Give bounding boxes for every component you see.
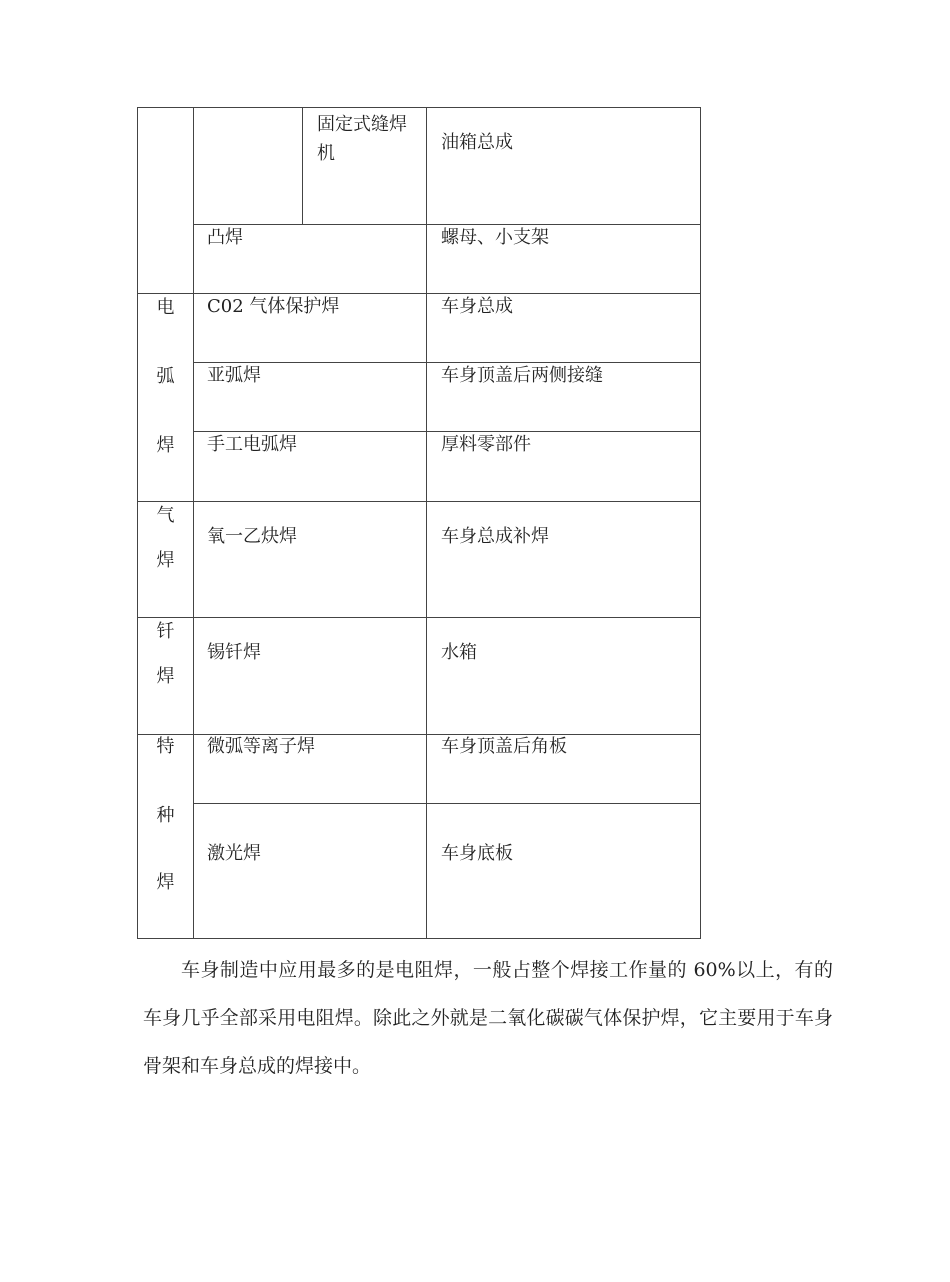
application-cell bbox=[426, 617, 701, 734]
category-char: 焊 bbox=[156, 872, 175, 893]
category-cell-special-welding bbox=[137, 734, 193, 939]
application-cell-projection bbox=[426, 224, 701, 293]
method-projection-welding: 凸焊 bbox=[207, 227, 243, 248]
application-cell-seam bbox=[426, 107, 701, 224]
application-roof-corner-plate: 车身顶盖后角板 bbox=[441, 736, 567, 757]
category-char: 钎 bbox=[156, 621, 175, 642]
category-cell-arc-welding bbox=[137, 293, 193, 501]
category-char: 焊 bbox=[156, 666, 175, 687]
category-char: 焊 bbox=[156, 550, 175, 571]
application-radiator: 水箱 bbox=[441, 642, 477, 663]
method-laser-welding: 激光焊 bbox=[207, 843, 261, 864]
application-cell bbox=[426, 734, 701, 803]
category-cell-resistance bbox=[137, 107, 193, 293]
application-thick-parts: 厚料零部件 bbox=[441, 434, 531, 455]
application-cell bbox=[426, 362, 701, 431]
method-seam-welder: 固定式缝焊机 bbox=[317, 114, 407, 164]
category-char: 种 bbox=[156, 805, 175, 826]
method-manual-arc: 手工电弧焊 bbox=[207, 434, 297, 455]
method-micro-plasma: 微弧等离子焊 bbox=[207, 736, 315, 757]
method-cell bbox=[193, 501, 426, 617]
method-cell bbox=[193, 293, 426, 362]
application-nut-bracket: 螺母、小支架 bbox=[441, 227, 549, 248]
application-cell bbox=[426, 293, 701, 362]
application-roof-seams: 车身顶盖后两侧接缝 bbox=[441, 365, 603, 386]
method-cell bbox=[193, 734, 426, 803]
body-paragraph: 车身制造中应用最多的是电阻焊，一般占整个焊接工作量的 60%以上，有的车身几乎全部采用电阻焊。除此之外就是二氧化碳碳气体保护焊，它主要用于车身骨架和车身总成的焊接中。 bbox=[143, 959, 833, 1077]
application-floor-panel: 车身底板 bbox=[441, 843, 513, 864]
method-oxy-acetylene: 氧一乙炔焊 bbox=[207, 526, 297, 547]
table-border-right bbox=[700, 107, 701, 939]
category-cell-brazing bbox=[137, 617, 193, 734]
category-char: 特 bbox=[156, 736, 175, 757]
application-body-assembly: 车身总成 bbox=[441, 296, 513, 317]
application-assembly-repair: 车身总成补焊 bbox=[441, 526, 549, 547]
method-argon-arc: 亚弧焊 bbox=[207, 365, 261, 386]
method-cell-seam bbox=[302, 107, 426, 224]
category-cell-gas-welding bbox=[137, 501, 193, 617]
category-char: 弧 bbox=[156, 366, 175, 387]
application-cell bbox=[426, 501, 701, 617]
method-cell bbox=[193, 617, 426, 734]
category-char: 焊 bbox=[156, 435, 175, 456]
subtype-cell-seam-blank bbox=[193, 107, 302, 224]
method-cell-projection bbox=[193, 224, 426, 293]
method-cell bbox=[193, 431, 426, 501]
table-border-bottom bbox=[137, 938, 701, 939]
method-cell bbox=[193, 803, 426, 939]
application-fuel-tank: 油箱总成 bbox=[441, 132, 513, 153]
application-cell bbox=[426, 803, 701, 939]
category-char: 气 bbox=[156, 505, 175, 526]
method-tin-soldering: 锡钎焊 bbox=[207, 642, 261, 663]
method-cell bbox=[193, 362, 426, 431]
category-char: 电 bbox=[156, 297, 175, 318]
application-cell bbox=[426, 431, 701, 501]
method-co2-shielded: C02 气体保护焊 bbox=[207, 296, 340, 317]
